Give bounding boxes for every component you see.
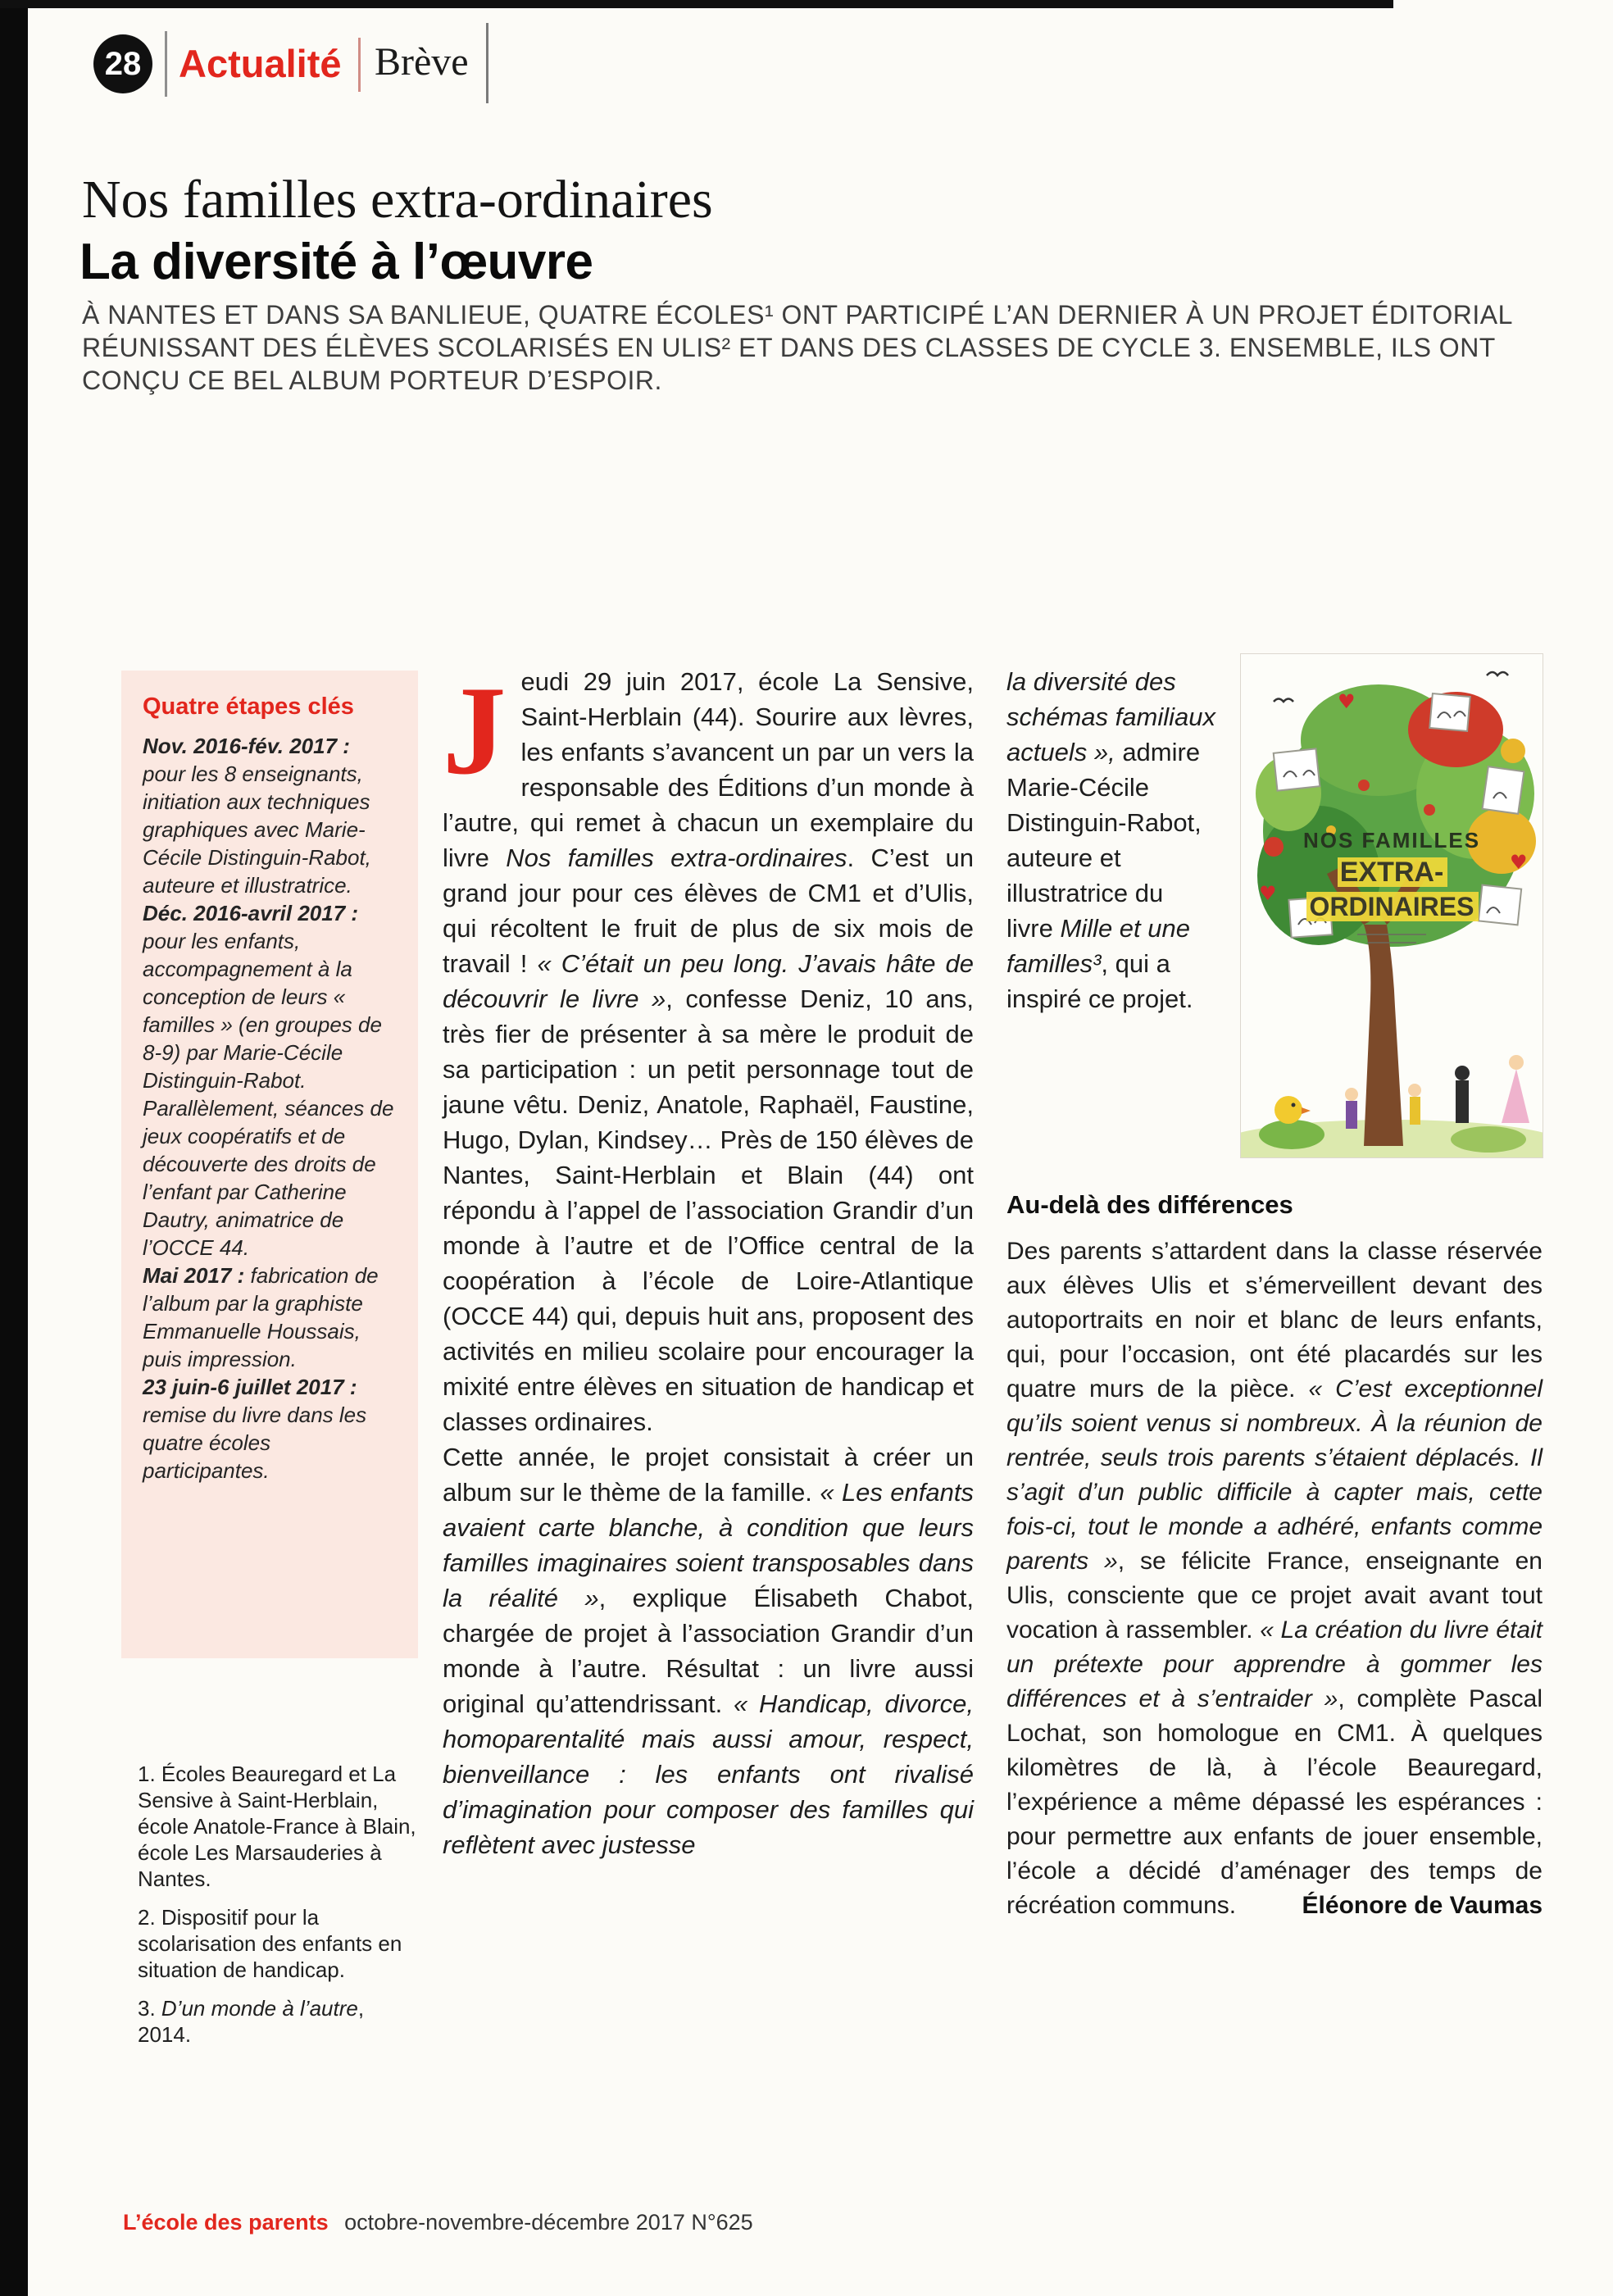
book-cover-image (1241, 654, 1543, 1157)
sidebar-entry: Nov. 2016-fév. 2017 : pour les 8 enseignants, initiation aux techniques graphiques avec Marie-Cécile Distinguin-Rabot, auteure et illustratrice. (143, 734, 371, 898)
article-kicker: Nos familles extra-ordinaires (82, 170, 713, 230)
rubric-label: Brève (375, 40, 469, 84)
key-steps-sidebar (121, 671, 418, 1658)
section-subheading: Au-delà des différences (1006, 1190, 1293, 1219)
drop-cap: J (443, 660, 507, 801)
book-cover-illustration (1241, 654, 1543, 1157)
footnote: 2. Dispositif pour la scolarisation des enfants en situation de handicap. (138, 1905, 402, 1982)
sidebar-entry: 23 juin-6 juillet 2017 : remise du livre dans les quatre écoles participantes. (143, 1375, 367, 1483)
article-column-1 (443, 660, 975, 1862)
article-paragraph: Cette année, le projet consistait à créer un album sur le thème de la famille. « Les enfants avaient carte blanche, à condition que leurs familles imaginaires soient transposables dans la réalité », explique Élisabeth Chabot, chargée de projet à l’association Grandir d’un monde à l’autre. Résultat : un livre aussi original qu’attendrissant. « Handicap, divorce, homoparentalité mais aussi amour, respect, bienveillance : les enfants ont rivalisé d’imagination pour composer des familles qui reflètent avec justesse (443, 1443, 975, 1859)
author-byline: Éléonore de Vaumas (1302, 1892, 1543, 1919)
article-paragraph: Des parents s’attardent dans la classe réservée aux élèves Ulis et s’émerveillent devant des autoportraits en noir et blanc de leurs enfants, qui, pour l’occasion, ont été placardés sur les quatre murs de la pièce. « C’est exceptionnel qu’ils soient venus si nombreux. À la réunion de rentrée, seuls trois parents s’étaient déplacés. Il s’agit d’un public difficile à capter mais, cette fois-ci, tout le monde a adhéré, enfants comme parents », se félicite France, enseignante en Ulis, consciente que ce projet avait avant tout vocation à rassembler. « La création du livre était un prétexte pour apprendre à gommer les différences et à s’entraider », complète Pascal Lochat, son homologue en CM1. À quelques kilomètres de là, à l’école Beauregard, l’expérience a même dépassé les espérances : pour permettre aux enfants de jouer ensemble, l’école a décidé d’aménager des temps de récréation communs. (1006, 1238, 1543, 1919)
heart-icon: ♥ (1338, 690, 1356, 713)
footnote: 1. Écoles Beauregard et La Sensive à Saint-Herblain, école Anatole-France à Blain, école Les Marsauderies à Nantes. (138, 1762, 416, 1891)
heart-icon: ♥ (1510, 851, 1528, 874)
heart-icon: ♥ (1259, 882, 1277, 905)
article-paragraph: Jeudi 29 juin 2017, école La Sensive, Saint-Herblain (44). Sourire aux lèvres, les enfants s’avancent un par un vers la responsable des Éditions d’un monde à l’autre, qui remet à chacun un exemplaire du livre Nos familles extra-ordinaires. C’est un grand jour pour ces élèves de CM1 et d’Ulis, qui récoltent le fruit de plus de six mois de travail ! « C’était un peu long. J’avais hâte de découvrir le livre », confesse Deniz, 10 ans, très fier de présenter à sa mère le produit de sa participation : un petit personnage tout de jaune vêtu. Deniz, Anatole, Raphaël, Faustine, Hugo, Dylan, Kindsey… Près de 150 élèves de Nantes, Saint-Herblain et Blain (44) ont répondu à l’appel de l’association Grandir d’un monde à l’autre et de l’Office central de la coopération à l’école de Loire-Atlantique (OCCE 44) qui, depuis huit ans, proposent des activités en milieu scolaire pour encourager la mixité entre élèves en situation de handicap et classes ordinaires. (443, 660, 974, 1436)
sidebar-entry: Déc. 2016-avril 2017 : pour les enfants, accompagnement à la conception de leurs « familles » (en groupes de 8-9) par Marie-Cécile Distinguin-Rabot. Parallèlement, séances de jeux coopératifs et de découverte des droits de l’enfant par Catherine Dautry, animatrice de l’OCCE 44. (143, 901, 394, 1260)
footnotes (138, 1761, 416, 2060)
article-standfirst: À NANTES ET DANS SA BANLIEUE, QUATRE ÉCOLES¹ ONT PARTICIPÉ L’AN DERNIER À UN PROJET ÉDITORIAL RÉUNISSANT DES ÉLÈVES SCOLARISÉS EN ULIS² ET DANS DES CLASSES DE CYCLE 3. ENSEMBLE, ILS ONT CONÇU CE BEL ALBUM PORTEUR D’ESPOIR. (82, 300, 1512, 395)
magazine-name: L’école des parents (123, 2210, 329, 2235)
book-title-line1: NOS FAMILLES (1302, 828, 1481, 852)
book-title-line3: ORDINAIRES (1309, 892, 1474, 921)
page-footer (123, 2210, 753, 2235)
scan-edge-left (0, 0, 28, 2296)
header-divider (358, 38, 361, 92)
article-title: La diversité à l’œuvre (80, 234, 593, 290)
header-divider (165, 31, 167, 97)
article-column-2-body (1006, 1234, 1543, 1923)
scan-edge-top (0, 0, 1393, 8)
footnote: 3. D’un monde à l’autre, 2014. (138, 1996, 365, 2047)
sidebar-body (143, 732, 398, 1484)
header-divider (486, 23, 488, 103)
sidebar-title: Quatre étapes clés (143, 693, 354, 720)
article-column-2-intro: la diversité des schémas familiaux actuels », admire Marie-Cécile Distinguin-Rabot, auteure et illustratrice du livre Mille et une familles³, qui a inspiré ce projet. (1006, 667, 1215, 1013)
page-number-badge: 28 (93, 34, 152, 93)
issue-info: octobre-novembre-décembre 2017 N°625 (344, 2210, 753, 2235)
book-title-line2: EXTRA- (1339, 857, 1444, 888)
section-label: Actualité (179, 42, 342, 85)
sidebar-entry: Mai 2017 : fabrication de l’album par la graphiste Emmanuelle Houssais, puis impression. (143, 1263, 379, 1371)
